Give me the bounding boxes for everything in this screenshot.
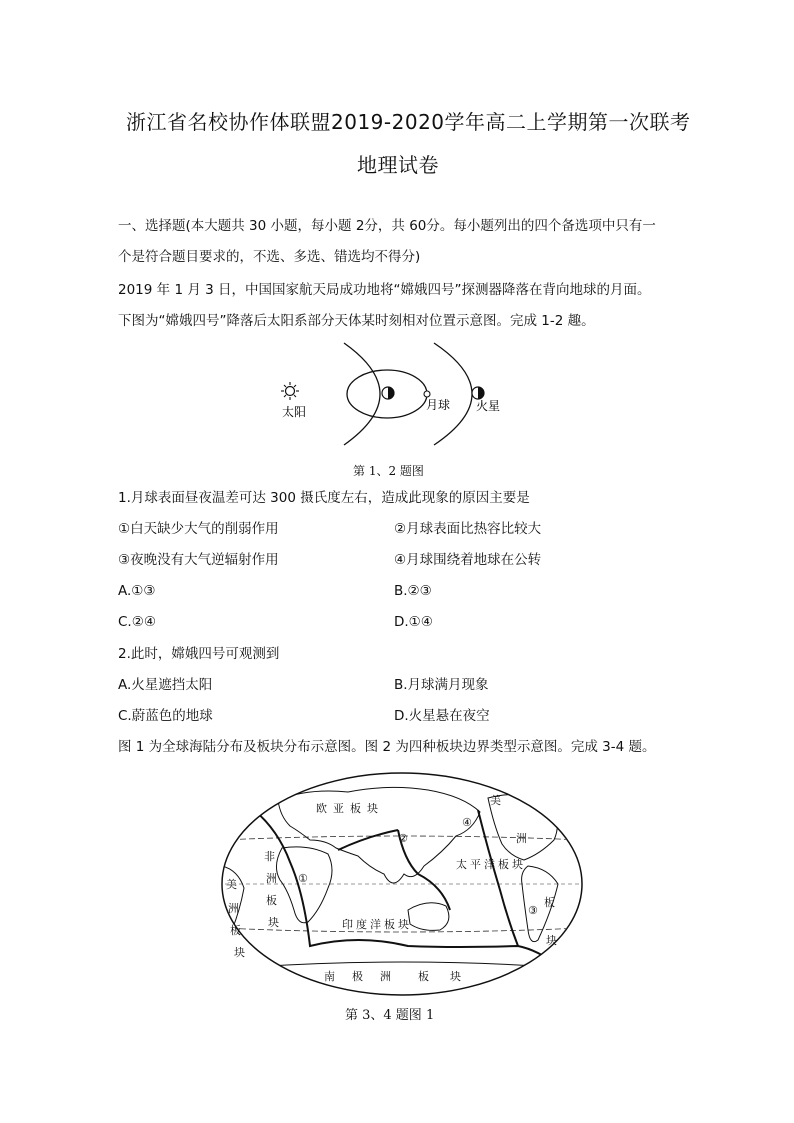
q2-option-a: A.火星遮挡太阳 (118, 677, 213, 693)
q2-option-b: B.月球满月现象 (394, 677, 489, 693)
antarctic-char: 极 (352, 970, 363, 983)
africa-char: 板 (266, 894, 277, 907)
question-1-stem: 1.月球表面昼夜温差可达 300 摄氏度左右，造成此现象的原因主要是 (118, 490, 530, 506)
america-right-char: 块 (546, 934, 557, 947)
eurasia-char: 亚 (333, 802, 344, 815)
boundary-marker-4: ④ (462, 816, 472, 829)
antarctic-char: 南 (324, 970, 335, 983)
mars-orbit-arc (434, 343, 472, 445)
pacific-char: 平 (470, 858, 481, 871)
earth-orbit-arc (344, 343, 380, 445)
africa-char: 洲 (266, 872, 277, 885)
indian-char: 印 (342, 918, 353, 931)
section-instructions-line2: 个是符合题目要求的，不选、多选、错选均不得分) (118, 249, 421, 265)
america-left-char: 洲 (228, 902, 239, 915)
q1-statement-1: ①白天缺少大气的削弱作用 (118, 521, 279, 537)
sun-icon (281, 382, 299, 400)
q1-option-a: A.①③ (118, 583, 156, 599)
pacific-char: 板 (498, 858, 509, 871)
indian-char: 度 (356, 918, 367, 931)
section-instructions-line1: 一、选择题(本大题共 30 小题，每小题 2分，共 60分。每小题列出的四个备选项中只有一 (118, 218, 656, 234)
earth-icon (382, 387, 394, 399)
indian-char: 块 (398, 918, 409, 931)
boundary-marker-3: ③ (528, 904, 538, 917)
q1-statement-4: ④月球围绕着地球在公转 (394, 552, 542, 568)
page-title: 浙江省名校协作体联盟2019-2020学年高二上学期第一次联考 (126, 110, 691, 134)
q1-option-d: D.①④ (394, 614, 433, 630)
solar-system-figure (270, 338, 520, 450)
eurasia-char: 块 (367, 802, 378, 815)
moon-label: 月球 (426, 398, 451, 412)
question-2-stem: 2.此时，嫦娥四号可观测到 (118, 646, 280, 662)
africa-char: 非 (264, 850, 275, 863)
world-plate-map (218, 770, 586, 1000)
antarctic-char: 块 (450, 970, 461, 983)
america-left-char: 美 (226, 878, 237, 891)
boundary-marker-1: ① (298, 872, 308, 885)
antarctic-char: 板 (418, 970, 429, 983)
intro-1-line1: 2019 年 1 月 3 日，中国国家航天局成功地将“嫦娥四号”探测器降落在背向地球的月面。 (118, 282, 651, 298)
indian-char: 板 (384, 918, 395, 931)
figure-1-caption: 第 1、2 题图 (353, 464, 424, 478)
boundary-marker-2: ② (398, 832, 408, 845)
page-subtitle: 地理试卷 (357, 153, 439, 177)
indian-char: 洋 (370, 918, 381, 931)
q1-statement-2: ②月球表面比热容比较大 (394, 521, 542, 537)
figure-2-caption: 第 3、4 题图 1 (345, 1008, 435, 1023)
eurasia-char: 板 (350, 802, 361, 815)
q1-statement-3: ③夜晚没有大气逆辐射作用 (118, 552, 279, 568)
intro-2: 图 1 为全球海陆分布及板块分布示意图。图 2 为四种板块边界类型示意图。完成 3-4 题。 (118, 739, 656, 755)
america-right-char: 板 (544, 896, 555, 909)
q2-option-d: D.火星悬在夜空 (394, 708, 490, 724)
pacific-char: 洋 (484, 858, 495, 871)
q2-option-c: C.蔚蓝色的地球 (118, 708, 213, 724)
antarctic-char: 洲 (380, 970, 391, 983)
intro-1-line2: 下图为“嫦娥四号”降落后太阳系部分天体某时刻相对位置示意图。完成 1-2 趣。 (118, 313, 595, 329)
mars-label: 火星 (476, 399, 501, 413)
america-left-char: 板 (230, 924, 241, 937)
africa-char: 块 (268, 916, 279, 929)
america-right-char: 洲 (516, 832, 527, 845)
pacific-char: 块 (512, 858, 523, 871)
america-right-char: 美 (490, 794, 501, 807)
america-left-char: 块 (234, 946, 245, 959)
sun-label: 太阳 (282, 405, 307, 419)
eurasia-char: 欧 (316, 802, 327, 815)
moon-icon (424, 391, 430, 397)
pacific-char: 太 (456, 858, 467, 871)
mars-icon (472, 387, 484, 399)
q1-option-b: B.②③ (394, 583, 432, 599)
q1-option-c: C.②④ (118, 614, 156, 630)
